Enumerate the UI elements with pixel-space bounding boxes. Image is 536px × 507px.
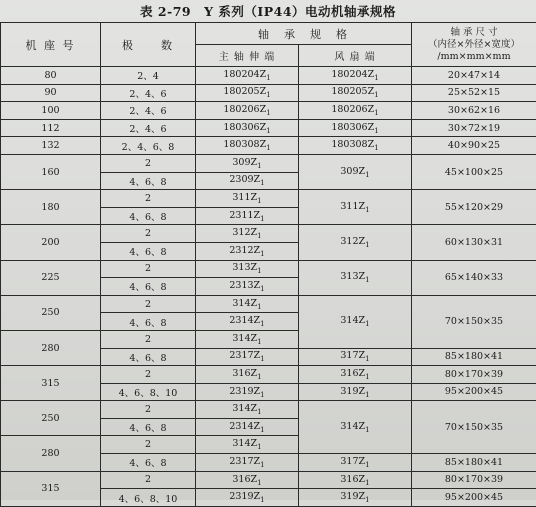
shaft-bearing-cell	[196, 137, 299, 155]
header-frame: 机 座 号	[1, 23, 101, 67]
poles-cell: 2、4、6	[101, 102, 196, 120]
fan-bearing-cell	[299, 348, 412, 366]
bearing-subscript: 1	[260, 285, 264, 293]
bearing-code: 311Z	[232, 192, 257, 203]
bearing-code: 309Z	[232, 157, 257, 168]
header-poles: 极 数	[101, 23, 196, 67]
frame-cell: 200	[1, 225, 101, 260]
shaft-bearing-cell	[196, 295, 299, 313]
header-bearing-size	[412, 23, 536, 67]
shaft-bearing-cell	[196, 418, 299, 436]
poles-cell: 2	[101, 471, 196, 489]
poles-cell: 4、6、8、10	[101, 489, 196, 507]
frame-cell: 100	[1, 102, 101, 120]
bearing-code: 180205Z	[223, 86, 266, 97]
shaft-bearing-cell	[196, 366, 299, 384]
fan-bearing-cell	[299, 154, 412, 189]
frame-cell: 80	[1, 67, 101, 85]
bearing-code: 2314Z	[229, 315, 260, 326]
bearing-subscript: 1	[374, 74, 378, 82]
bearing-subscript: 1	[374, 127, 378, 135]
bearing-subscript: 1	[260, 426, 264, 434]
size-cell: 95×200×45	[412, 489, 536, 507]
header-size-formula: （内径×外径×宽度）	[412, 39, 536, 51]
bearing-subscript: 1	[365, 390, 369, 398]
table-row	[1, 190, 536, 208]
poles-cell: 4、6、8	[101, 454, 196, 472]
size-cell: 45×100×25	[412, 154, 536, 189]
bearing-code: 314Z	[232, 403, 257, 414]
table-row	[1, 84, 536, 102]
table-row	[1, 154, 536, 172]
bearing-code: 319Z	[340, 386, 365, 397]
bearing-code: 180306Z	[331, 122, 374, 133]
poles-cell: 2、4、6	[101, 119, 196, 137]
fan-bearing-cell	[299, 119, 412, 137]
shaft-bearing-cell	[196, 102, 299, 120]
shaft-bearing-cell	[196, 454, 299, 472]
bearing-code: 313Z	[232, 262, 257, 273]
poles-cell: 4、6、8	[101, 172, 196, 190]
poles-cell: 4、6、8	[101, 313, 196, 331]
table-row	[1, 260, 536, 278]
table-row	[1, 225, 536, 243]
bearing-subscript: 1	[257, 267, 261, 275]
frame-cell: 280	[1, 330, 101, 365]
frame-cell: 132	[1, 137, 101, 155]
fan-bearing-cell	[299, 84, 412, 102]
bearing-code: 2313Z	[229, 280, 260, 291]
bearing-code: 2314Z	[229, 421, 260, 432]
size-cell: 70×150×35	[412, 401, 536, 454]
poles-cell: 2	[101, 260, 196, 278]
bearing-code: 180204Z	[331, 69, 374, 80]
fan-bearing-cell	[299, 260, 412, 295]
frame-cell: 225	[1, 260, 101, 295]
size-cell: 30×72×19	[412, 119, 536, 137]
fan-bearing-cell	[299, 102, 412, 120]
shaft-bearing-cell	[196, 436, 299, 454]
poles-cell: 2	[101, 190, 196, 208]
bearing-code: 2317Z	[229, 456, 260, 467]
frame-cell: 112	[1, 119, 101, 137]
table-row	[1, 67, 536, 85]
table-row	[1, 102, 536, 120]
bearing-code: 317Z	[340, 350, 365, 361]
fan-bearing-cell	[299, 401, 412, 454]
bearing-subscript: 1	[374, 144, 378, 152]
frame-cell: 280	[1, 436, 101, 471]
bearing-subscript: 1	[260, 320, 264, 328]
bearing-code: 2317Z	[229, 350, 260, 361]
bearing-subscript: 1	[374, 91, 378, 99]
table-row	[1, 471, 536, 489]
shaft-bearing-cell	[196, 383, 299, 401]
bearing-subscript: 1	[257, 478, 261, 486]
fan-bearing-cell	[299, 454, 412, 472]
shaft-bearing-cell	[196, 154, 299, 172]
poles-cell: 4、6、8	[101, 418, 196, 436]
bearing-code: 180206Z	[223, 104, 266, 115]
fan-bearing-cell	[299, 190, 412, 225]
fan-bearing-cell	[299, 67, 412, 85]
poles-cell: 2	[101, 154, 196, 172]
bearing-subscript: 1	[365, 171, 369, 179]
bearing-code: 312Z	[340, 236, 365, 247]
fan-bearing-cell	[299, 295, 412, 348]
poles-cell: 4、6、8、10	[101, 383, 196, 401]
table-title: 表 2-79 Y 系列（IP44）电动机轴承规格	[0, 2, 536, 22]
size-cell: 65×140×33	[412, 260, 536, 295]
bearing-code: 314Z	[340, 315, 365, 326]
bearing-subscript: 1	[365, 206, 369, 214]
fan-bearing-cell	[299, 383, 412, 401]
poles-cell: 2、4、6、8	[101, 137, 196, 155]
bearing-subscript: 1	[365, 276, 369, 284]
bearing-subscript: 1	[257, 443, 261, 451]
table-row	[1, 366, 536, 384]
size-cell: 20×47×14	[412, 67, 536, 85]
size-cell: 60×130×31	[412, 225, 536, 260]
fan-bearing-cell	[299, 471, 412, 489]
bearing-subscript: 1	[260, 461, 264, 469]
poles-cell: 4、6、8	[101, 242, 196, 260]
frame-cell: 250	[1, 401, 101, 436]
poles-cell: 2、4	[101, 67, 196, 85]
bearing-subscript: 1	[260, 390, 264, 398]
frame-cell: 160	[1, 154, 101, 189]
frame-cell: 90	[1, 84, 101, 102]
bearing-code: 314Z	[232, 333, 257, 344]
bearing-code: 316Z	[340, 368, 365, 379]
header-shaft-end: 主 轴 伸 端	[196, 45, 299, 67]
table-row	[1, 401, 536, 419]
shaft-bearing-cell	[196, 67, 299, 85]
bearing-code: 180308Z	[331, 139, 374, 150]
table-row	[1, 295, 536, 313]
fan-bearing-cell	[299, 489, 412, 507]
bearing-subscript: 1	[257, 408, 261, 416]
size-cell: 80×170×39	[412, 366, 536, 384]
poles-cell: 2	[101, 401, 196, 419]
bearing-code: 2319Z	[229, 386, 260, 397]
bearing-subscript: 1	[365, 478, 369, 486]
shaft-bearing-cell	[196, 348, 299, 366]
shaft-bearing-cell	[196, 84, 299, 102]
bearing-subscript: 1	[266, 144, 270, 152]
poles-cell: 4、6、8	[101, 348, 196, 366]
bearing-code: 311Z	[340, 201, 365, 212]
bearing-subscript: 1	[365, 426, 369, 434]
bearing-code: 2319Z	[229, 491, 260, 502]
size-cell: 80×170×39	[412, 471, 536, 489]
bearing-subscript: 1	[257, 373, 261, 381]
shaft-bearing-cell	[196, 242, 299, 260]
bearing-code: 313Z	[340, 271, 365, 282]
size-cell: 95×200×45	[412, 383, 536, 401]
fan-bearing-cell	[299, 137, 412, 155]
bearing-code: 314Z	[232, 298, 257, 309]
bearing-code: 2312Z	[229, 245, 260, 256]
poles-cell: 2	[101, 436, 196, 454]
bearing-subscript: 1	[266, 74, 270, 82]
bearing-subscript: 1	[257, 302, 261, 310]
bearing-code: 316Z	[232, 368, 257, 379]
bearing-code: 317Z	[340, 456, 365, 467]
fan-bearing-cell	[299, 225, 412, 260]
bearing-subscript: 1	[257, 197, 261, 205]
bearing-subscript: 1	[257, 232, 261, 240]
bearing-code: 2311Z	[229, 210, 260, 221]
bearing-subscript: 1	[365, 320, 369, 328]
size-cell: 70×150×35	[412, 295, 536, 348]
header-size-unit: /mm×mm×mm	[412, 51, 536, 63]
shaft-bearing-cell	[196, 207, 299, 225]
bearing-code: 180306Z	[223, 122, 266, 133]
header-fan-end: 风 扇 端	[299, 45, 412, 67]
poles-cell: 2	[101, 295, 196, 313]
header-bearing-spec: 轴 承 规 格	[196, 23, 412, 45]
table-row	[1, 119, 536, 137]
shaft-bearing-cell	[196, 225, 299, 243]
frame-cell: 315	[1, 471, 101, 506]
bearing-subscript: 1	[257, 338, 261, 346]
shaft-bearing-cell	[196, 172, 299, 190]
size-cell: 85×180×41	[412, 348, 536, 366]
frame-cell: 180	[1, 190, 101, 225]
bearing-subscript: 1	[365, 241, 369, 249]
shaft-bearing-cell	[196, 119, 299, 137]
poles-cell: 4、6、8	[101, 278, 196, 296]
bearing-code: 180205Z	[331, 86, 374, 97]
bearing-code: 312Z	[232, 227, 257, 238]
bearing-code: 2309Z	[229, 174, 260, 185]
bearing-subscript: 1	[374, 109, 378, 117]
shaft-bearing-cell	[196, 313, 299, 331]
size-cell: 85×180×41	[412, 454, 536, 472]
bearing-code: 180206Z	[331, 104, 374, 115]
size-cell: 55×120×29	[412, 190, 536, 225]
shaft-bearing-cell	[196, 471, 299, 489]
size-cell: 40×90×25	[412, 137, 536, 155]
table-row	[1, 137, 536, 155]
shaft-bearing-cell	[196, 260, 299, 278]
bearing-subscript: 1	[260, 179, 264, 187]
bearing-code: 314Z	[340, 421, 365, 432]
poles-cell: 2	[101, 225, 196, 243]
bearing-code: 319Z	[340, 491, 365, 502]
bearing-subscript: 1	[365, 496, 369, 504]
bearing-subscript: 1	[266, 109, 270, 117]
shaft-bearing-cell	[196, 190, 299, 208]
bearing-code: 316Z	[340, 474, 365, 485]
bearing-subscript: 1	[365, 373, 369, 381]
bearing-spec-table	[0, 22, 536, 507]
bearing-subscript: 1	[266, 91, 270, 99]
bearing-subscript: 1	[365, 355, 369, 363]
bearing-subscript: 1	[365, 461, 369, 469]
bearing-subscript: 1	[260, 496, 264, 504]
bearing-code: 316Z	[232, 474, 257, 485]
bearing-subscript: 1	[260, 355, 264, 363]
poles-cell: 2	[101, 366, 196, 384]
shaft-bearing-cell	[196, 278, 299, 296]
shaft-bearing-cell	[196, 489, 299, 507]
frame-cell: 315	[1, 366, 101, 401]
shaft-bearing-cell	[196, 401, 299, 419]
frame-cell: 250	[1, 295, 101, 330]
shaft-bearing-cell	[196, 330, 299, 348]
bearing-code: 309Z	[340, 166, 365, 177]
bearing-code: 180308Z	[223, 139, 266, 150]
bearing-subscript: 1	[257, 162, 261, 170]
header-size-label: 轴 承 尺 寸	[412, 27, 536, 39]
poles-cell: 2、4、6	[101, 84, 196, 102]
fan-bearing-cell	[299, 366, 412, 384]
bearing-subscript: 1	[260, 250, 264, 258]
poles-cell: 4、6、8	[101, 207, 196, 225]
bearing-subscript: 1	[260, 214, 264, 222]
size-cell: 30×62×16	[412, 102, 536, 120]
poles-cell: 2	[101, 330, 196, 348]
bearing-subscript: 1	[266, 127, 270, 135]
bearing-code: 314Z	[232, 438, 257, 449]
bearing-code: 180204Z	[223, 69, 266, 80]
size-cell: 25×52×15	[412, 84, 536, 102]
